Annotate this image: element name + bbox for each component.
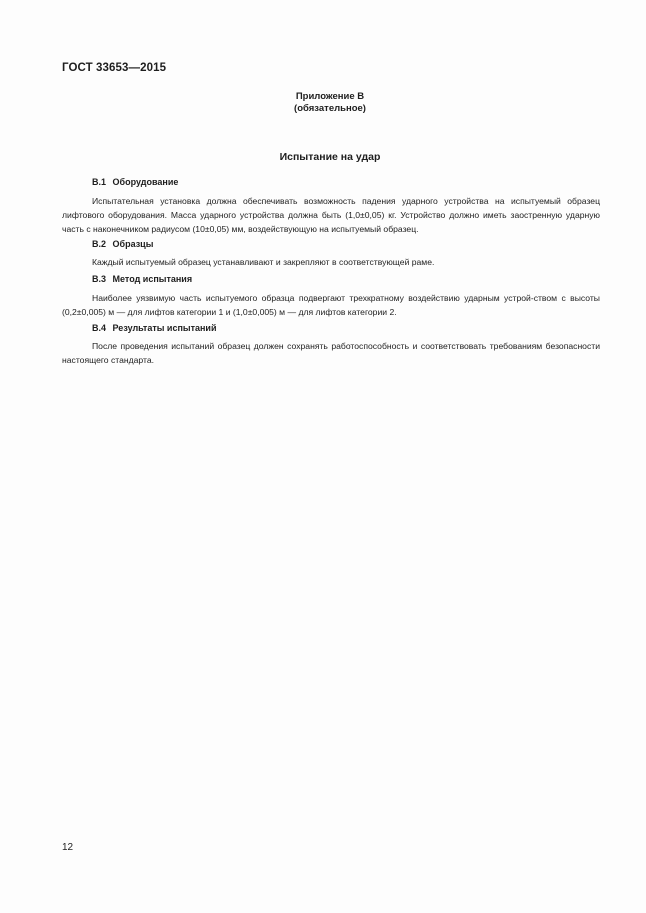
section-title: Результаты испытаний [112, 323, 217, 333]
section-heading-b4 [92, 323, 217, 333]
section-title: Метод испытания [112, 274, 193, 284]
section-title: Образцы [112, 239, 154, 249]
section-text-b2: Каждый испытуемый образец устанавливают и закрепляют в соответствующей раме. [92, 257, 435, 267]
main-heading: Испытание на удар [279, 151, 381, 163]
section-number: В.2 [92, 239, 107, 249]
section-number: В.1 [92, 177, 107, 187]
section-number: В.4 [92, 323, 107, 333]
section-heading-b3 [92, 274, 192, 284]
section-heading-b2 [92, 239, 153, 249]
section-number: В.3 [92, 274, 107, 284]
page-number: 12 [62, 842, 74, 853]
section-text-b1: Испытательная установка должна обеспечивать возможность падения ударного устройства на испытуемый образец лифтового оборудования. Масса ударного устройства должна быть (1,0±0,05) кг. Устройство должно иметь заостренную ударную часть с наконечником радиусом (10±0,05) мм, воздействующую на испытуемый образец. [62, 196, 600, 234]
annex-title-block [230, 91, 430, 115]
section-text-b3: Наиболее уязвимую часть испытуемого образца подвергают трехкратному воздействию ударным устрой-ством с высоты (0,2±0,005) м — для лифтов категории 1 и (1,0±0,005) м — для лифтов категории 2. [62, 293, 600, 317]
section-title: Оборудование [112, 177, 179, 187]
section-text-b4: После проведения испытаний образец должен сохранять работоспособность и соответствовать требованиям безопасности настоящего стандарта. [62, 341, 600, 365]
annex-title: Приложение В [295, 91, 365, 102]
annex-status: (обязательное) [294, 103, 366, 114]
section-heading-b1 [92, 177, 178, 187]
document-code: ГОСТ 33653—2015 [62, 62, 167, 74]
